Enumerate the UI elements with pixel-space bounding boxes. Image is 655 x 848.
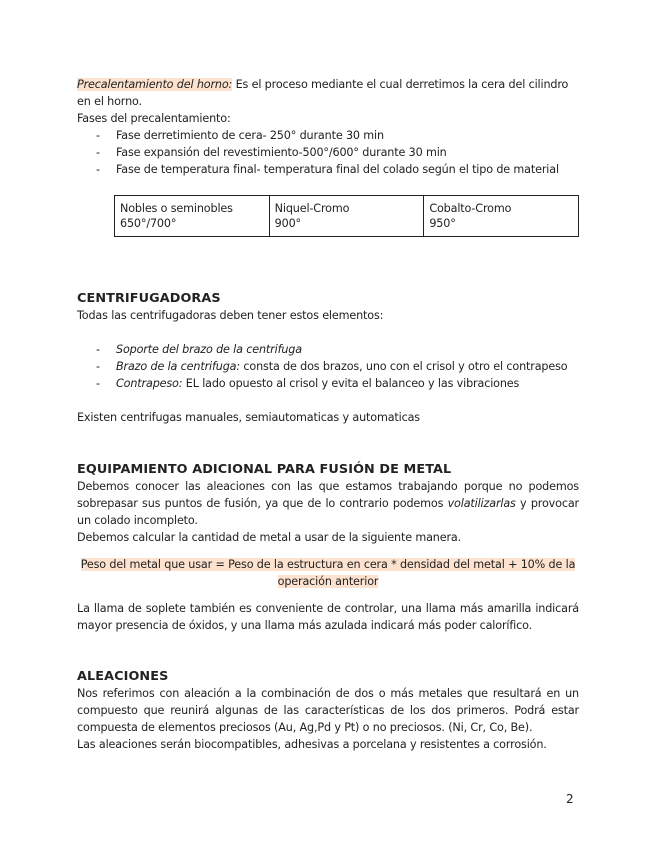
table-cell: Niquel-Cromo 900°: [269, 196, 424, 237]
temperature-table: [114, 195, 579, 237]
section-heading: CENTRIFUGADORAS: [77, 291, 221, 306]
list-item: - Fase de temperatura final- temperatura final del colado según el tipo de material: [77, 161, 579, 178]
centrifugadoras-section: [77, 290, 579, 426]
list-item: - Soporte del brazo de la centrifuga: [77, 341, 579, 358]
metal-weight-formula: [77, 556, 579, 590]
preheat-definition: [77, 76, 579, 110]
formula-line: operación anterior: [277, 575, 379, 588]
list-item: - Fase derretimiento de cera- 250° durante 30 min: [77, 127, 579, 144]
preheat-text: Es el proceso mediante el cual derretimos la cera del cilindro en el horno.: [77, 78, 569, 108]
list-item: - Fase expansión del revestimiento-500°/600° durante 30 min: [77, 144, 579, 161]
phases-list: [77, 127, 579, 178]
table-cell: Nobles o seminobles 650°/700°: [115, 196, 270, 237]
centrifugas-note: Existen centrifugas manuales, semiautomaticas y automaticas: [77, 411, 420, 424]
aleaciones-section: [77, 668, 579, 753]
paragraph: Nos referimos con aleación a la combinación de dos o más metales que resultará en un compuesto que reunirá algunas de las características de los dos primeros. Podrá estar compuesta de elementos preciosos (Au, Ag,Pd y Pt) o no preciosos. (Ni, Cr, Co, Be).: [77, 687, 579, 734]
formula-line: Peso del metal que usar = Peso de la estructura en cera * densidad del metal + 10% de la: [80, 558, 576, 571]
section-intro: Todas las centrifugadoras deben tener estos elementos:: [77, 309, 384, 322]
flame-paragraph: La llama de soplete también es conveniente de controlar, una llama más amarilla indicará mayor presencia de óxidos, y una llama más azulada indicará más poder calorífico.: [77, 602, 579, 632]
preheat-section: [77, 76, 579, 178]
list-item: - Contrapeso: EL lado opuesto al crisol y evita el balanceo y las vibraciones: [77, 375, 579, 392]
elements-list: [77, 341, 579, 392]
paragraph: Las aleaciones serán biocompatibles, adhesivas a porcelana y resistentes a corrosión.: [77, 738, 547, 751]
list-item: - Brazo de la centrifuga: consta de dos brazos, uno con el crisol y otro el contrapeso: [77, 358, 579, 375]
equipamiento-section: [77, 461, 579, 546]
table-row: [115, 196, 579, 237]
paragraph: Debemos conocer las aleaciones con las que estamos trabajando porque no podemos sobrepasar sus puntos de fusión, ya que de lo contrario podemos volatilizarlas y provocar un colado incompleto.: [77, 480, 579, 527]
table-cell: Cobalto-Cromo 950°: [424, 196, 579, 237]
section-heading: EQUIPAMIENTO ADICIONAL PARA FUSIÓN DE METAL: [77, 462, 452, 477]
preheat-term: Precalentamiento del horno:: [77, 78, 233, 91]
paragraph: Debemos calcular la cantidad de metal a usar de la siguiente manera.: [77, 531, 462, 544]
page-number: 2: [566, 792, 574, 806]
section-heading: ALEACIONES: [77, 669, 169, 684]
phases-title: Fases del precalentamiento:: [77, 112, 231, 125]
